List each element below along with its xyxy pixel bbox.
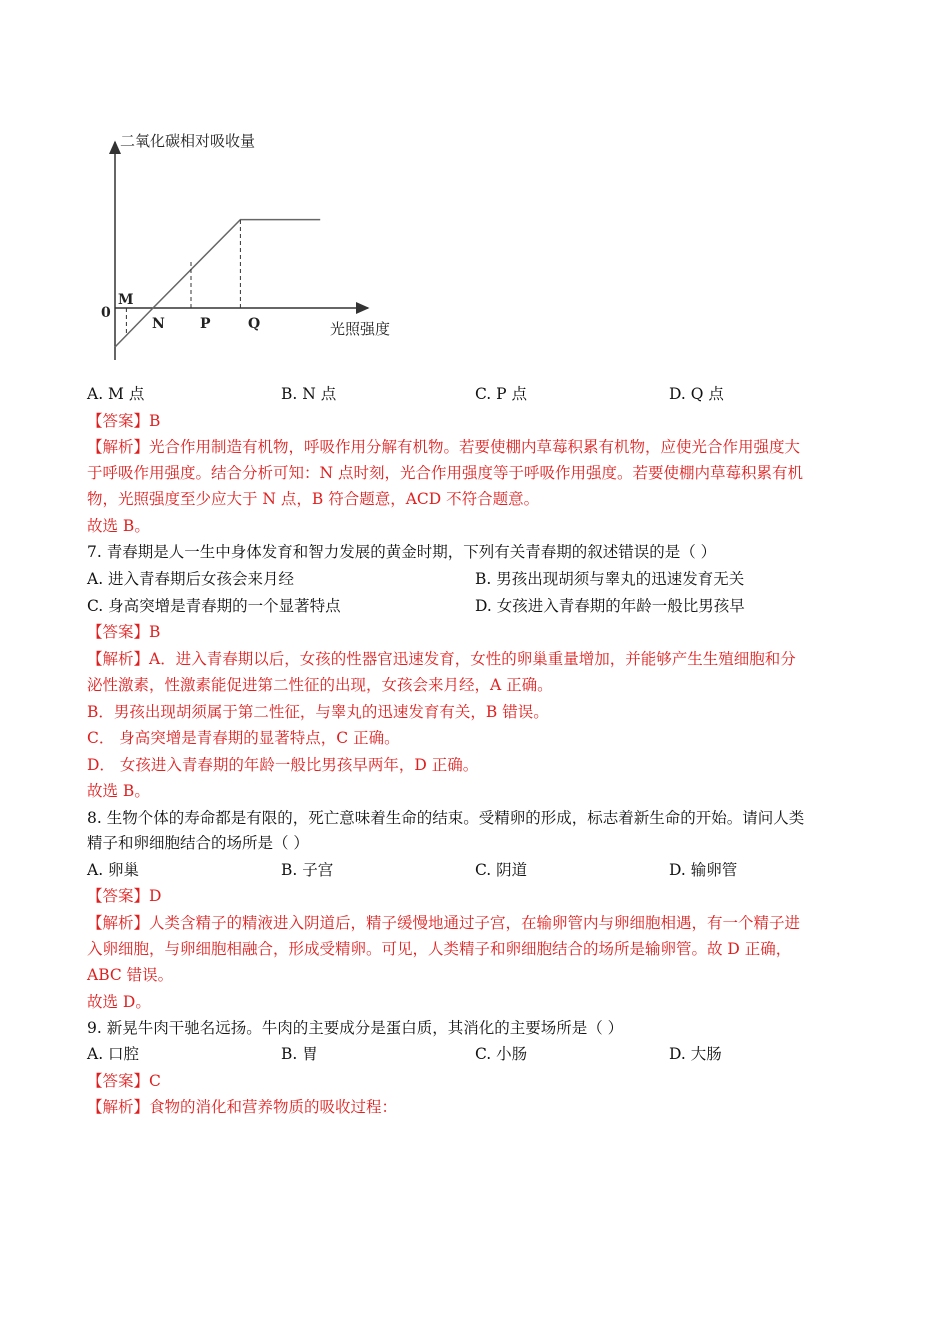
q7-analysis-line: 【解析】A．进入青春期以后，女孩的性器官迅速发育，女性的卵巢重量增加，并能够产生生殖细胞和分 [87,650,796,668]
point-label-q: Q [248,316,261,332]
q7-option-d: D. 女孩进入青春期的年龄一般比男孩早 [475,597,745,615]
q8-answer: 【答案】D [87,887,162,905]
q7-answer: 【答案】B [87,623,161,641]
q8-question-line: 8. 生物个体的寿命都是有限的，死亡意味着生命的结束。受精卵的形成，标志着新生命的开始。请问人类 [87,809,805,827]
point-label-p: P [200,316,211,332]
q7-analysis-line: C． 身高突增是青春期的显著特点，C 正确。 [87,729,400,747]
q8-analysis-line: 入卵细胞，与卵细胞相融合，形成受精卵。可见，人类精子和卵细胞结合的场所是输卵管。故 D 正确， [87,940,792,958]
q6-option-b: B. N 点 [281,385,337,403]
q6-option-c: C. P 点 [475,385,528,403]
q9-option-a: A. 口腔 [87,1045,140,1063]
q9-option-d: D. 大肠 [669,1045,722,1063]
q6-option-d: D. Q 点 [669,385,724,403]
x-axis-label: 光照强度 [330,320,391,338]
q8-conclusion: 故选 D。 [87,993,151,1011]
q8-analysis-line: 【解析】人类含精子的精液进入阴道后，精子缓慢地通过子宫，在输卵管内与卵细胞相遇，有一个精子进 [87,914,801,932]
q8-question-line: 精子和卵细胞结合的场所是（ ） [87,834,309,852]
q9-analysis: 【解析】食物的消化和营养物质的吸收过程： [87,1098,398,1116]
q6-analysis-line: 物，光照强度至少应大于 N 点，B 符合题意，ACD 不符合题意。 [87,490,540,508]
q6-option-a: A. M 点 [87,385,145,403]
q6-analysis-line: 于呼吸作用强度。结合分析可知：N 点时刻，光合作用强度等于呼吸作用强度。若要使棚内草莓积累有机 [87,464,803,482]
q7-analysis-line: 泌性激素，性激素能促进第二性征的出现，女孩会来月经，A 正确。 [87,676,553,694]
q7-option-b: B. 男孩出现胡须与睾丸的迅速发育无关 [475,570,745,588]
q7-analysis-line: B．男孩出现胡须属于第二性征，与睾丸的迅速发育有关，B 错误。 [87,703,549,721]
q7-option-c: C. 身高突增是青春期的一个显著特点 [87,597,341,615]
y-axis-label: 二氧化碳相对吸收量 [120,132,256,150]
point-label-n: N [152,316,165,332]
q6-conclusion: 故选 B。 [87,517,150,535]
q6-analysis-line: 【解析】光合作用制造有机物，呼吸作用分解有机物。若要使棚内草莓积累有机物，应使光合作用强度大 [87,438,801,456]
q9-question: 9. 新晃牛肉干驰名远扬。牛肉的主要成分是蛋白质，其消化的主要场所是（ ） [87,1019,624,1037]
q7-question: 7. 青春期是人一生中身体发育和智力发展的黄金时期，下列有关青春期的叙述错误的是（ ） [87,543,717,561]
co2-light-chart [90,120,420,370]
series-line [115,220,320,347]
q8-analysis-line: ABC 错误。 [87,966,174,984]
q9-option-c: C. 小肠 [475,1045,528,1063]
q8-option-b: B. 子宫 [281,861,334,879]
origin-label: 0 [101,305,111,321]
q8-option-a: A. 卵巢 [87,861,140,879]
point-label-m: M [118,292,134,308]
q8-option-d: D. 输卵管 [669,861,738,879]
q9-option-b: B. 胃 [281,1045,318,1063]
q8-option-c: C. 阴道 [475,861,528,879]
q7-option-a: A. 进入青春期后女孩会来月经 [87,570,295,588]
q9-answer: 【答案】C [87,1072,161,1090]
q7-conclusion: 故选 B。 [87,782,150,800]
q7-analysis-line: D． 女孩进入青春期的年龄一般比男孩早两年，D 正确。 [87,756,479,774]
q6-answer: 【答案】B [87,412,161,430]
